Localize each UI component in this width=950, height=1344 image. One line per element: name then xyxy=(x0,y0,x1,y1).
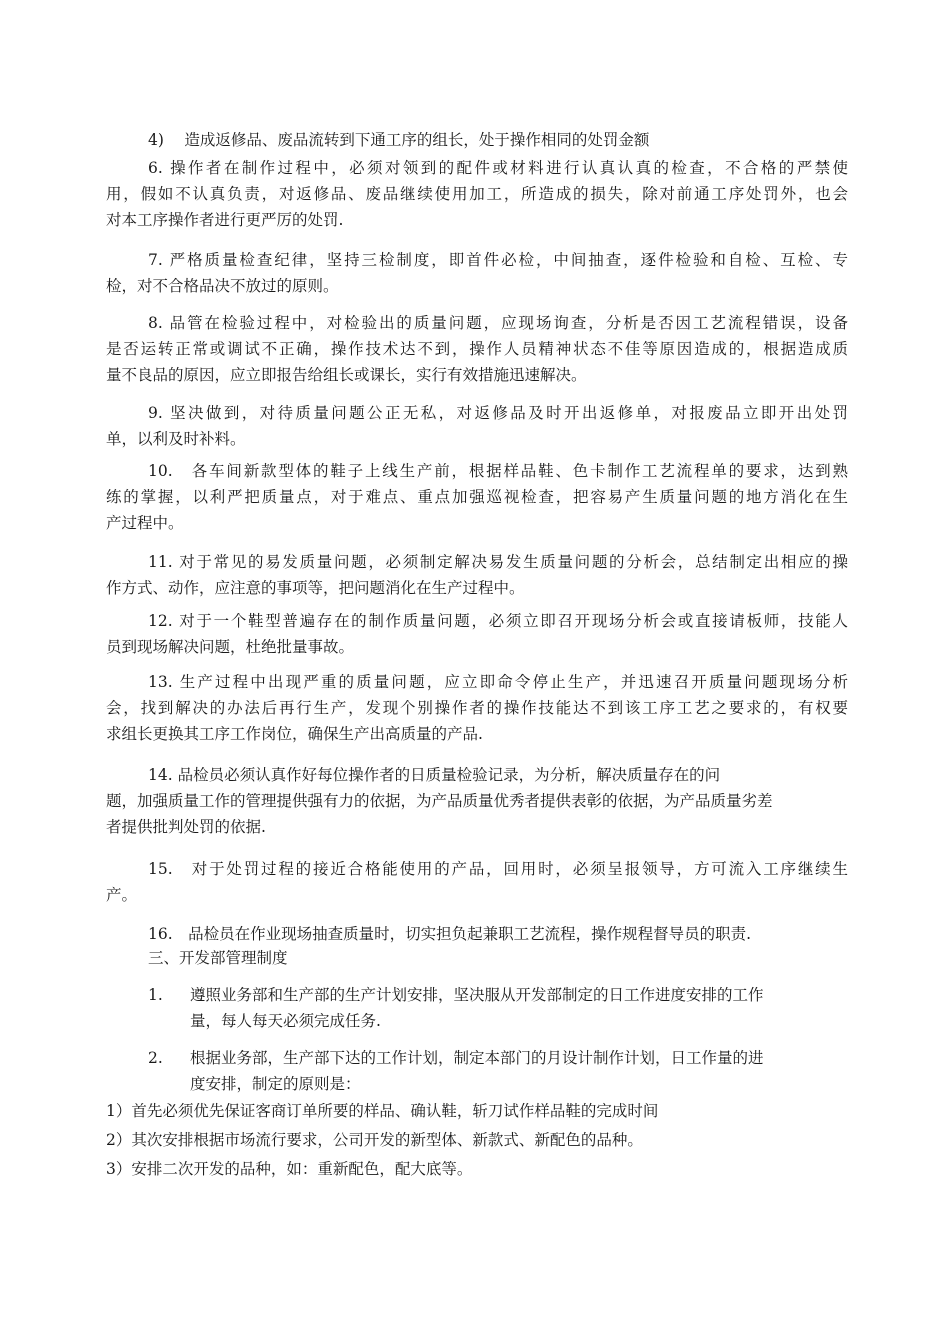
paragraph-12 xyxy=(106,608,848,660)
paragraph-8-line-2: 是否运转正常或调试不正确，操作技术达不到，操作人员精神状态不佳等原因造成的，根据造成质 xyxy=(106,340,848,358)
paragraph-6 xyxy=(106,155,848,233)
paragraph-16 xyxy=(148,921,848,947)
paragraph-12-line-2: 员到现场解决问题，杜绝批量事故。 xyxy=(106,638,355,656)
paragraph-15 xyxy=(106,856,848,908)
sub-item-1-text: 1）首先必须优先保证客商订单所要的样品、确认鞋，斩刀试作样品鞋的完成时间 xyxy=(106,1102,659,1120)
paragraph-7-line-1: 7. 严格质量检查纪律，坚持三检制度，即首件必检，中间抽查，逐件检验和自检、互检、专 xyxy=(148,251,848,269)
paragraph-14-line-2: 题，加强质量工作的管理提供强有力的依据，为产品质量优秀者提供表彰的依据，为产品质量劣差 xyxy=(106,792,773,810)
sub-item-3-text: 3）安排二次开发的品种，如：重新配色，配大底等。 xyxy=(106,1160,473,1178)
paragraph-11 xyxy=(106,549,848,601)
paragraph-7 xyxy=(106,247,848,299)
paragraph-10-line-3: 产过程中。 xyxy=(106,514,184,532)
paragraph-15-line-1: 15. 对于处罚过程的接近合格能使用的产品，回用时，必须呈报领导，方可流入工序继续生 xyxy=(148,860,848,878)
paragraph-10-line-2: 练的掌握，以利严把质量点，对于难点、重点加强巡视检查，把容易产生质量问题的地方消化在生 xyxy=(106,488,848,506)
paragraph-14 xyxy=(106,762,848,840)
sub-item-3 xyxy=(106,1156,848,1182)
list-item-2-number: 2. xyxy=(148,1049,163,1067)
paragraph-13-line-1: 13. 生产过程中出现严重的质量问题，应立即命令停止生产，并迅速召开质量问题现场分析 xyxy=(148,673,848,691)
paragraph-6-line-3: 对本工序操作者进行更严厉的处罚. xyxy=(106,211,344,229)
paragraph-14-line-1: 14. 品检员必须认真作好每位操作者的日质量检验记录，为分析，解决质量存在的问 xyxy=(148,766,721,784)
paragraph-16-text: 16. 品检员在作业现场抽查质量时，切实担负起兼职工艺流程，操作规程督导员的职责. xyxy=(148,925,752,943)
list-item-1-line-1: 遵照业务部和生产部的生产计划安排，坚决服从开发部制定的日工作进度安排的工作 xyxy=(190,986,764,1004)
paragraph-14-line-3: 者提供批判处罚的依据. xyxy=(106,818,266,836)
section-3-heading xyxy=(148,945,848,971)
paragraph-7-line-2: 检，对不合格品决不放过的原则。 xyxy=(106,277,339,295)
sub-item-2 xyxy=(106,1127,848,1153)
paragraph-13-line-3: 求组长更换其工序工作岗位，确保生产出高质量的产品. xyxy=(106,725,483,743)
paragraph-9-line-2: 单，以利及时补料。 xyxy=(106,430,246,448)
paragraph-4-text: 4) 造成返修品、废品流转到下通工序的组长，处于操作相同的处罚金额 xyxy=(148,131,650,149)
paragraph-9 xyxy=(106,400,848,452)
paragraph-12-line-1: 12. 对于一个鞋型普遍存在的制作质量问题，必须立即召开现场分析会或直接请板师，技能人 xyxy=(148,612,848,630)
paragraph-10-line-1: 10. 各车间新款型体的鞋子上线生产前，根据样品鞋、色卡制作工艺流程单的要求，达到熟 xyxy=(148,462,848,480)
list-item-2-line-2: 度安排，制定的原则是： xyxy=(190,1075,361,1093)
paragraph-11-line-1: 11. 对于常见的易发质量问题，必须制定解决易发生质量问题的分析会，总结制定出相应的操 xyxy=(148,553,848,571)
paragraph-8-line-1: 8. 品管在检验过程中，对检验出的质量问题，应现场询查，分析是否因工艺流程错误，设备 xyxy=(148,314,848,332)
paragraph-4 xyxy=(148,127,848,153)
sub-item-2-text: 2）其次安排根据市场流行要求，公司开发的新型体、新款式、新配色的品种。 xyxy=(106,1131,643,1149)
paragraph-8 xyxy=(106,310,848,388)
paragraph-8-line-3: 量不良品的原因，应立即报告给组长或课长，实行有效措施迅速解决。 xyxy=(106,366,587,384)
sub-item-1 xyxy=(106,1098,848,1124)
paragraph-10 xyxy=(106,458,848,536)
paragraph-6-line-1: 6. 操作者在制作过程中，必须对领到的配件或材料进行认真认真的检查，不合格的严禁使 xyxy=(148,159,848,177)
paragraph-13 xyxy=(106,669,848,747)
list-item-1-line-2: 量，每人每天必须完成任务. xyxy=(190,1012,381,1030)
list-item-1-number: 1. xyxy=(148,986,163,1004)
paragraph-11-line-2: 作方式、动作，应注意的事项等，把问题消化在生产过程中。 xyxy=(106,579,525,597)
section-3-title: 三、开发部管理制度 xyxy=(148,949,288,967)
paragraph-6-line-2: 用，假如不认真负责，对返修品、废品继续使用加工，所造成的损失，除对前通工序处罚外，也会 xyxy=(106,185,848,203)
paragraph-9-line-1: 9. 坚决做到，对待质量问题公正无私，对返修品及时开出返修单，对报废品立即开出处罚 xyxy=(148,404,848,422)
list-item-2-line-1: 根据业务部，生产部下达的工作计划，制定本部门的月设计制作计划，日工作量的进 xyxy=(190,1049,764,1067)
paragraph-15-line-2: 产。 xyxy=(106,886,138,904)
paragraph-13-line-2: 会，找到解决的办法后再行生产，发现个别操作者的操作技能达不到该工序工艺之要求的，有权要 xyxy=(106,699,848,717)
